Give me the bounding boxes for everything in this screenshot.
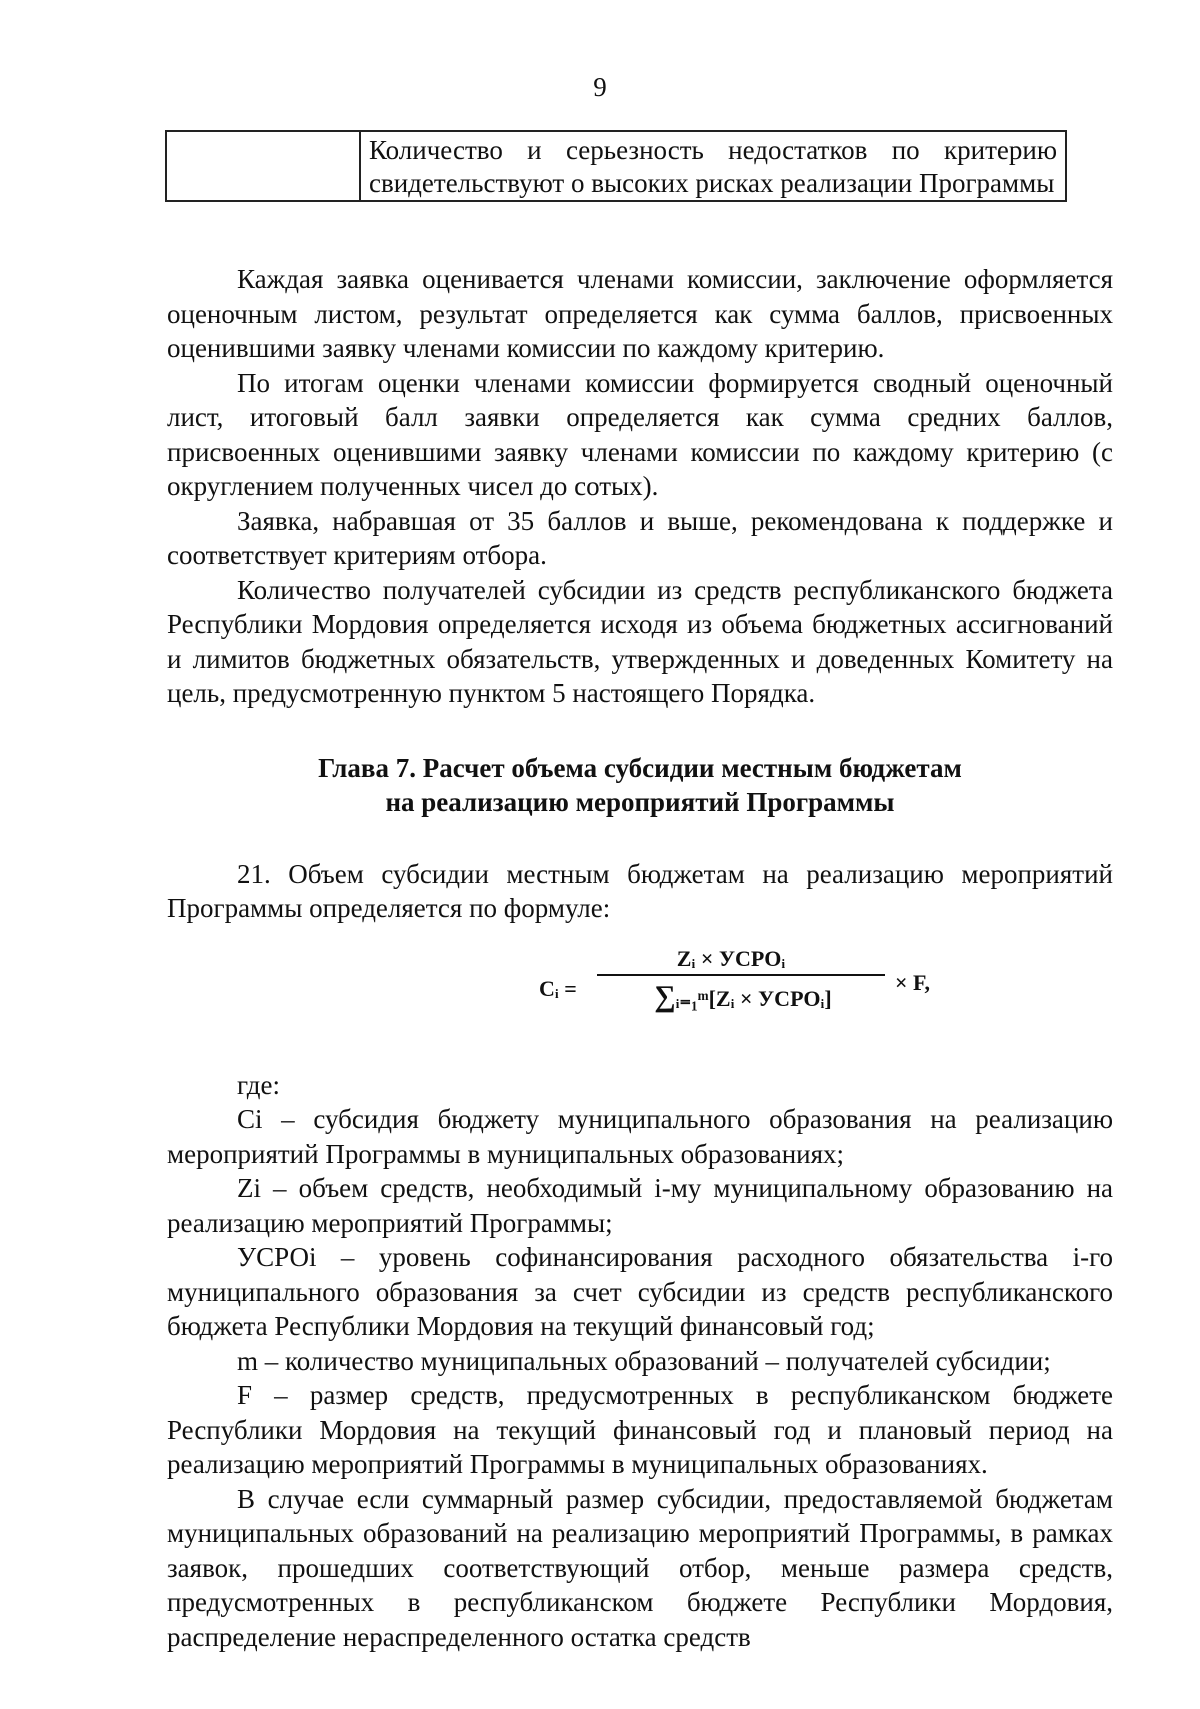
- paragraph-21: 21. Объем субсидии местным бюджетам на реализацию мероприятий Программы определяется по формуле:: [167, 858, 1113, 923]
- document-body: [167, 262, 1113, 1654]
- formula-sum-limits: ᵢ₌₁ᵐ: [675, 985, 709, 1011]
- criteria-table-fragment: [165, 130, 1067, 202]
- chapter-heading-line-1: Глава 7. Расчет объема субсидии местным бюджетам: [318, 752, 962, 783]
- formula-numerator: Zᵢ × УСРОᵢ: [676, 945, 786, 971]
- paragraph-remaining-funds: В случае если суммарный размер субсидии, предоставляемой бюджетам муниципальных образований на реализацию мероприятий Программы, в рамках заявок, прошедших соответствующий отбор, меньше размера средств, предусмотренных в республиканском бюджете Республики Мордовия, распределение нераспределенного остатка средств: [167, 1483, 1113, 1652]
- subsidy-formula: [167, 934, 1113, 1064]
- table-cell-text: Количество и серьезность недостатков по критерию свидетельствуют о высоких рисках реализации Программы: [360, 131, 1066, 201]
- chapter-heading: [167, 751, 1113, 819]
- formula-sum-symbol: ∑: [654, 979, 676, 1013]
- chapter-heading-line-2: на реализацию мероприятий Программы: [385, 786, 895, 817]
- formula-rhs: × F,: [895, 969, 930, 995]
- paragraph-threshold: Заявка, набравшая от 35 баллов и выше, рекомендована к поддержке и соответствует критериям отбора.: [167, 505, 1113, 570]
- where-label: где:: [237, 1069, 280, 1100]
- table-row: [166, 131, 1066, 201]
- page-number: 9: [593, 72, 607, 102]
- formula-lhs: Cᵢ =: [539, 975, 577, 1001]
- definition-zi: Zi – объем средств, необходимый i-му муниципальному образованию на реализацию мероприятий Программы;: [167, 1173, 1113, 1238]
- paragraph-summary-sheet: По итогам оценки членами комиссии формируется сводный оценочный лист, итоговый балл заявки определяется как сумма средних баллов, присвоенных оценившими заявку членами комиссии по каждому критерию (с округлением полученных чисел до сотых).: [167, 367, 1113, 501]
- definition-usroi: УСРОi – уровень софинансирования расходного обязательства i-го муниципального образования за счет субсидии из средств республиканского бюджета Республики Мордовия на текущий финансовый год;: [167, 1242, 1113, 1341]
- definition-ci: Ci – субсидия бюджету муниципального образования на реализацию мероприятий Программы в муниципальных образованиях;: [167, 1104, 1113, 1169]
- definition-m: m – количество муниципальных образований – получателей субсидии;: [237, 1345, 1051, 1376]
- table-cell-empty: [166, 131, 360, 201]
- definition-f: F – размер средств, предусмотренных в республиканском бюджете Республики Мордовия на текущий финансовый год и плановый период на реализацию мероприятий Программы в муниципальных образованиях.: [167, 1380, 1113, 1479]
- formula-fraction-bar: [597, 974, 885, 976]
- formula-denominator: [Zᵢ × УСРОᵢ]: [708, 985, 832, 1011]
- paragraph-evaluation: Каждая заявка оценивается членами комиссии, заключение оформляется оценочным листом, результат определяется как сумма баллов, присвоенных оценившими заявку членами комиссии по каждому критерию.: [167, 264, 1113, 363]
- paragraph-recipients-count: Количество получателей субсидии из средств республиканского бюджета Республики Мордовия определяется исходя из объема бюджетных ассигнований и лимитов бюджетных обязательств, утвержденных и доведенных Комитету на цель, предусмотренную пунктом 5 настоящего Порядка.: [167, 574, 1113, 708]
- formula-denominator-wrap: [593, 980, 893, 1017]
